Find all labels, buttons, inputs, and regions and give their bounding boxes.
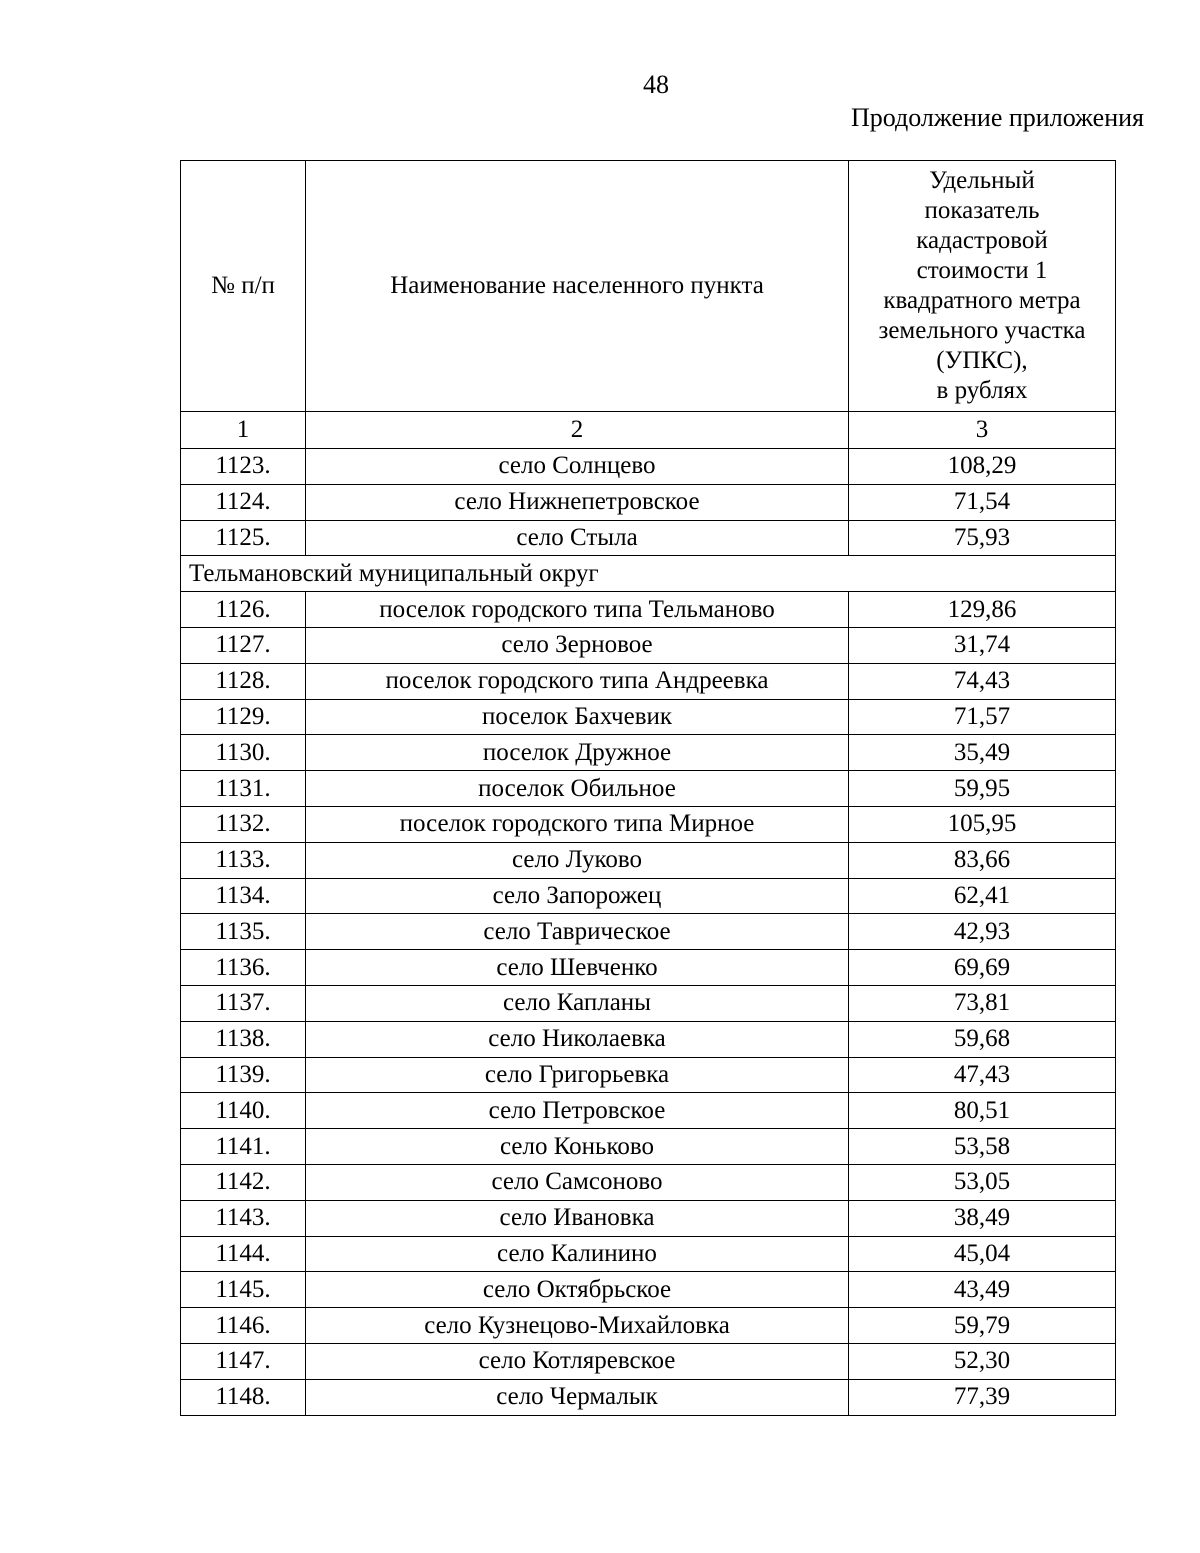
- upks-value-cell: 35,49: [849, 735, 1116, 771]
- table-row: [181, 699, 1116, 735]
- table-row: [181, 1164, 1116, 1200]
- header-upks: [849, 161, 1116, 412]
- upks-value-cell: 31,74: [849, 627, 1116, 663]
- table-header-row: [181, 161, 1116, 412]
- row-number-cell: 1126.: [181, 592, 306, 628]
- table-row: [181, 1129, 1116, 1165]
- header-upks-line: в рублях: [936, 377, 1028, 404]
- settlement-name-cell: село Запорожец: [306, 878, 849, 914]
- upks-value-cell: 62,41: [849, 878, 1116, 914]
- upks-value-cell: 75,93: [849, 520, 1116, 556]
- upks-value-cell: 53,05: [849, 1164, 1116, 1200]
- upks-value-cell: 71,54: [849, 484, 1116, 520]
- settlement-name-cell: село Коньково: [306, 1129, 849, 1165]
- settlement-name-cell: село Петровское: [306, 1093, 849, 1129]
- settlement-name-cell: село Шевченко: [306, 950, 849, 986]
- row-number-cell: 1124.: [181, 484, 306, 520]
- settlement-name-cell: село Капланы: [306, 985, 849, 1021]
- upks-value-cell: 71,57: [849, 699, 1116, 735]
- settlement-name-cell: поселок Обильное: [306, 771, 849, 807]
- upks-value-cell: 59,68: [849, 1021, 1116, 1057]
- table-row: [181, 1021, 1116, 1057]
- table-row: [181, 520, 1116, 556]
- table-row: [181, 985, 1116, 1021]
- settlement-name-cell: поселок городского типа Мирное: [306, 806, 849, 842]
- row-number-cell: 1125.: [181, 520, 306, 556]
- settlement-name-cell: село Стыла: [306, 520, 849, 556]
- row-number-cell: 1143.: [181, 1200, 306, 1236]
- header-name: Наименование населенного пункта: [306, 161, 849, 412]
- row-number-cell: 1135.: [181, 914, 306, 950]
- upks-value-cell: 59,95: [849, 771, 1116, 807]
- table-row: [181, 627, 1116, 663]
- settlement-name-cell: село Октябрьское: [306, 1272, 849, 1308]
- header-num: № п/п: [181, 161, 306, 412]
- column-number: 2: [306, 412, 849, 449]
- upks-value-cell: 74,43: [849, 663, 1116, 699]
- page-number: 48: [643, 70, 669, 99]
- upks-value-cell: 52,30: [849, 1343, 1116, 1379]
- table-row: [181, 1236, 1116, 1272]
- row-number-cell: 1145.: [181, 1272, 306, 1308]
- table-row: [181, 1308, 1116, 1344]
- header-upks-line: квадратного метра: [883, 287, 1081, 314]
- header-upks-line: показатель: [924, 197, 1040, 224]
- table-row: [181, 1200, 1116, 1236]
- column-number-row: [181, 412, 1116, 449]
- row-number-cell: 1131.: [181, 771, 306, 807]
- row-number-cell: 1130.: [181, 735, 306, 771]
- table-row: [181, 950, 1116, 986]
- table-row: [181, 663, 1116, 699]
- upks-value-cell: 105,95: [849, 806, 1116, 842]
- row-number-cell: 1146.: [181, 1308, 306, 1344]
- header-upks-line: земельного участка: [878, 317, 1086, 344]
- upks-value-cell: 42,93: [849, 914, 1116, 950]
- upks-value-cell: 53,58: [849, 1129, 1116, 1165]
- table-row: [181, 484, 1116, 520]
- table-row: [181, 914, 1116, 950]
- row-number-cell: 1148.: [181, 1379, 306, 1415]
- table-body: [181, 449, 1116, 1416]
- table-row: [181, 806, 1116, 842]
- settlement-name-cell: село Нижнепетровское: [306, 484, 849, 520]
- section-title: Тельмановский муниципальный округ: [181, 556, 1116, 592]
- table-row: [181, 1093, 1116, 1129]
- table-row: [181, 449, 1116, 485]
- upks-value-cell: 77,39: [849, 1379, 1116, 1415]
- row-number-cell: 1137.: [181, 985, 306, 1021]
- upks-value-cell: 73,81: [849, 985, 1116, 1021]
- section-row: [181, 556, 1116, 592]
- upks-value-cell: 83,66: [849, 842, 1116, 878]
- settlement-name-cell: село Солнцево: [306, 449, 849, 485]
- row-number-cell: 1138.: [181, 1021, 306, 1057]
- settlement-name-cell: село Зерновое: [306, 627, 849, 663]
- upks-value-cell: 69,69: [849, 950, 1116, 986]
- settlement-name-cell: село Чермалык: [306, 1379, 849, 1415]
- row-number-cell: 1140.: [181, 1093, 306, 1129]
- header-upks-line: стоимости 1: [916, 257, 1048, 284]
- column-number: 1: [181, 412, 306, 449]
- table-row: [181, 842, 1116, 878]
- header-upks-line: кадастровой: [916, 227, 1048, 254]
- settlement-name-cell: поселок Дружное: [306, 735, 849, 771]
- settlement-name-cell: село Николаевка: [306, 1021, 849, 1057]
- row-number-cell: 1141.: [181, 1129, 306, 1165]
- column-number: 3: [849, 412, 1116, 449]
- row-number-cell: 1127.: [181, 627, 306, 663]
- row-number-cell: 1129.: [181, 699, 306, 735]
- table-row: [181, 1343, 1116, 1379]
- settlement-name-cell: село Таврическое: [306, 914, 849, 950]
- upks-value-cell: 47,43: [849, 1057, 1116, 1093]
- settlement-name-cell: поселок городского типа Тельманово: [306, 592, 849, 628]
- header-upks-line: (УПКС),: [936, 347, 1028, 374]
- settlement-name-cell: поселок Бахчевик: [306, 699, 849, 735]
- table-row: [181, 735, 1116, 771]
- upks-value-cell: 43,49: [849, 1272, 1116, 1308]
- row-number-cell: 1142.: [181, 1164, 306, 1200]
- table-row: [181, 1057, 1116, 1093]
- row-number-cell: 1147.: [181, 1343, 306, 1379]
- settlement-name-cell: село Котляревское: [306, 1343, 849, 1379]
- row-number-cell: 1139.: [181, 1057, 306, 1093]
- settlement-name-cell: село Кузнецово-Михайловка: [306, 1308, 849, 1344]
- continuation-label: Продолжение приложения: [850, 103, 1144, 132]
- settlement-name-cell: село Ивановка: [306, 1200, 849, 1236]
- row-number-cell: 1136.: [181, 950, 306, 986]
- upks-value-cell: 59,79: [849, 1308, 1116, 1344]
- row-number-cell: 1144.: [181, 1236, 306, 1272]
- table-row: [181, 592, 1116, 628]
- settlement-name-cell: село Калинино: [306, 1236, 849, 1272]
- settlement-name-cell: село Луково: [306, 842, 849, 878]
- row-number-cell: 1123.: [181, 449, 306, 485]
- table-row: [181, 1379, 1116, 1415]
- settlement-name-cell: село Самсоново: [306, 1164, 849, 1200]
- table-row: [181, 771, 1116, 807]
- upks-value-cell: 80,51: [849, 1093, 1116, 1129]
- table-row: [181, 1272, 1116, 1308]
- upks-value-cell: 45,04: [849, 1236, 1116, 1272]
- row-number-cell: 1133.: [181, 842, 306, 878]
- row-number-cell: 1128.: [181, 663, 306, 699]
- row-number-cell: 1132.: [181, 806, 306, 842]
- settlement-name-cell: поселок городского типа Андреевка: [306, 663, 849, 699]
- cadastral-value-table: [180, 160, 1116, 1416]
- settlement-name-cell: село Григорьевка: [306, 1057, 849, 1093]
- upks-value-cell: 108,29: [849, 449, 1116, 485]
- row-number-cell: 1134.: [181, 878, 306, 914]
- upks-value-cell: 129,86: [849, 592, 1116, 628]
- header-upks-line: Удельный: [929, 167, 1035, 194]
- upks-value-cell: 38,49: [849, 1200, 1116, 1236]
- table-row: [181, 878, 1116, 914]
